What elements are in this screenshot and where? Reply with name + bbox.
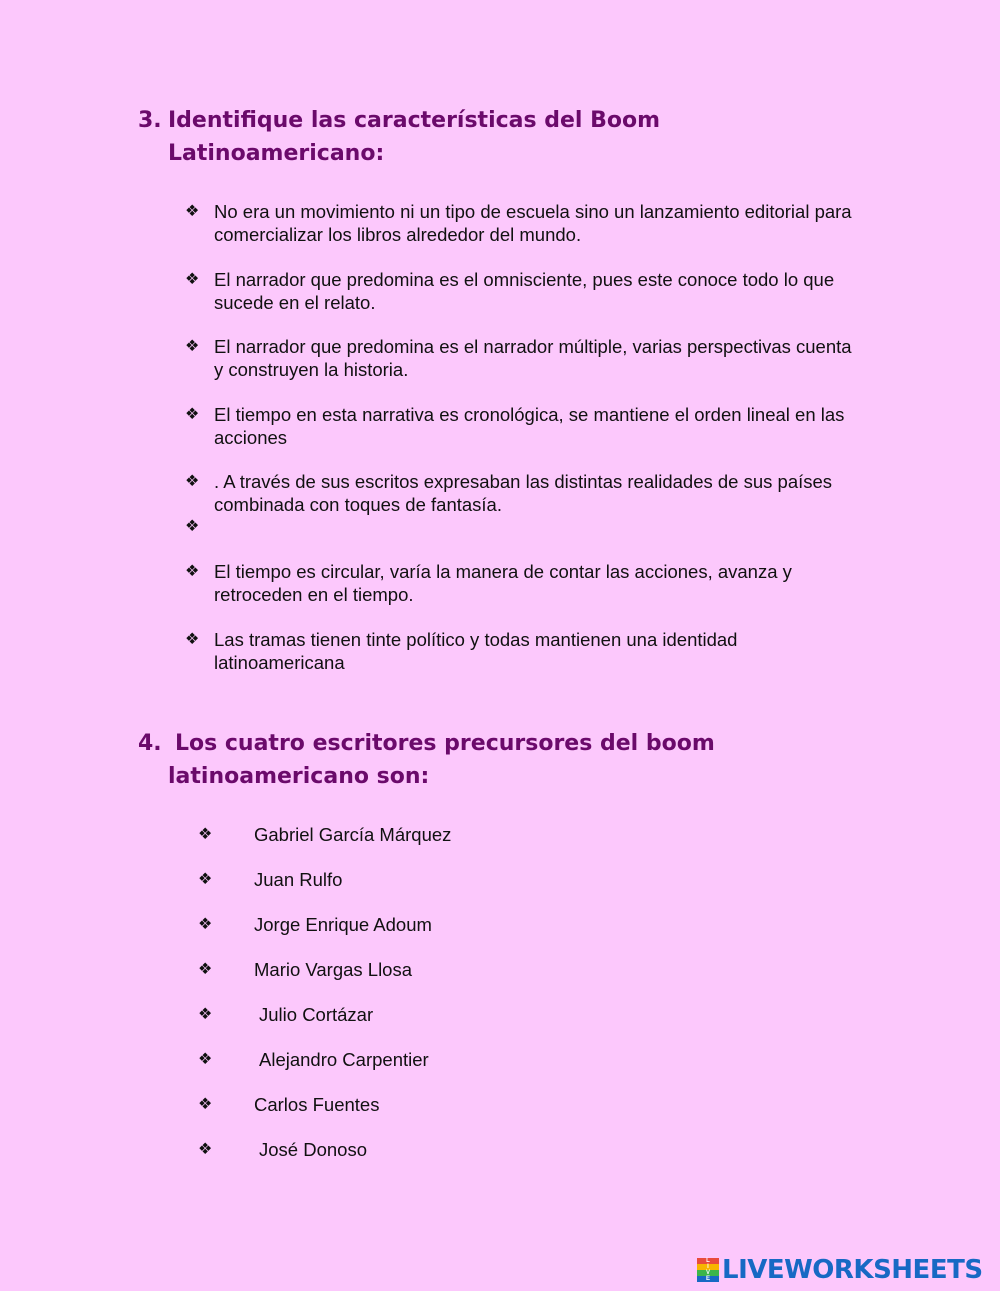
liveworksheets-logo [697, 1256, 983, 1284]
diamond-bullet-icon: ❖ [185, 271, 200, 288]
diamond-bullet-icon: ❖ [198, 871, 213, 888]
writer-name: Juan Rulfo [254, 869, 343, 890]
logo-letter-v: V [697, 1270, 719, 1276]
section-3-title-line1: Identifique las características del Boom [168, 108, 661, 133]
writer-name: Alejandro Carpentier [259, 1049, 429, 1070]
writer-name: Julio Cortázar [259, 1004, 374, 1025]
diamond-bullet-icon: ❖ [185, 631, 200, 648]
writer-name: José Donoso [259, 1139, 367, 1160]
diamond-bullet-icon: ❖ [198, 1096, 213, 1113]
writer-name: Jorge Enrique Adoum [254, 914, 432, 935]
logo-letter-i: I [697, 1264, 719, 1270]
list-item-text: Las tramas tienen tinte político y todas mantienen una identidad latinoamericana [214, 629, 738, 673]
diamond-bullet-icon: ❖ [198, 961, 213, 978]
section-3-number: 3. [138, 108, 162, 133]
section-4-heading [138, 727, 715, 793]
list-item-text: El tiempo en esta narrativa es cronológica, se mantiene el orden lineal en las acciones [214, 404, 845, 448]
brand-name: LIVEWORKSHEETS [722, 1255, 983, 1285]
diamond-bullet-icon: ❖ [198, 1006, 213, 1023]
list-item-text: No era un movimiento ni un tipo de escuela sino un lanzamiento editorial para comercializar los libros alrededor del mundo. [214, 201, 852, 245]
list-item [185, 628, 865, 674]
diamond-bullet-icon: ❖ [198, 1051, 213, 1068]
list-item [185, 403, 865, 449]
list-item [185, 335, 865, 381]
diamond-bullet-icon: ❖ [185, 203, 200, 220]
diamond-bullet-icon: ❖ [185, 338, 200, 355]
section-4-title-line1: Los cuatro escritores precursores del boom [175, 731, 715, 756]
section-4-title-line2: latinoamericano son: [168, 764, 430, 789]
diamond-bullet-icon: ❖ [185, 473, 200, 490]
list-item [185, 560, 865, 606]
diamond-bullet-icon: ❖ [185, 563, 200, 580]
list-item [185, 268, 865, 314]
list-item-text: El narrador que predomina es el omnisciente, pues este conoce todo lo que sucede en el relato. [214, 269, 835, 313]
writer-name: Gabriel García Márquez [254, 824, 452, 845]
diamond-bullet-icon: ❖ [185, 518, 200, 535]
list-item [185, 470, 865, 516]
diamond-bullet-icon: ❖ [198, 916, 213, 933]
section-3-title-line2: Latinoamericano: [168, 141, 385, 166]
list-item [185, 200, 865, 246]
list-item-text: El tiempo es circular, varía la manera de contar las acciones, avanza y retroceden en el tiempo. [214, 561, 792, 605]
logo-letter-l: L [697, 1258, 719, 1264]
writer-name: Carlos Fuentes [254, 1094, 380, 1115]
diamond-bullet-icon: ❖ [198, 1141, 213, 1158]
diamond-bullet-icon: ❖ [185, 406, 200, 423]
logo-letter-e: E [697, 1276, 719, 1282]
list-item-text: El narrador que predomina es el narrador múltiple, varias perspectivas cuenta y construyen la historia. [214, 336, 852, 380]
live-logo-icon [697, 1258, 719, 1282]
writer-name: Mario Vargas Llosa [254, 959, 413, 980]
section-4-number: 4. [138, 731, 162, 756]
list-item-text: . A través de sus escritos expresaban las distintas realidades de sus países combinada con toques de fantasía. [214, 471, 833, 515]
diamond-bullet-icon: ❖ [198, 826, 213, 843]
section-3-heading [138, 104, 660, 170]
